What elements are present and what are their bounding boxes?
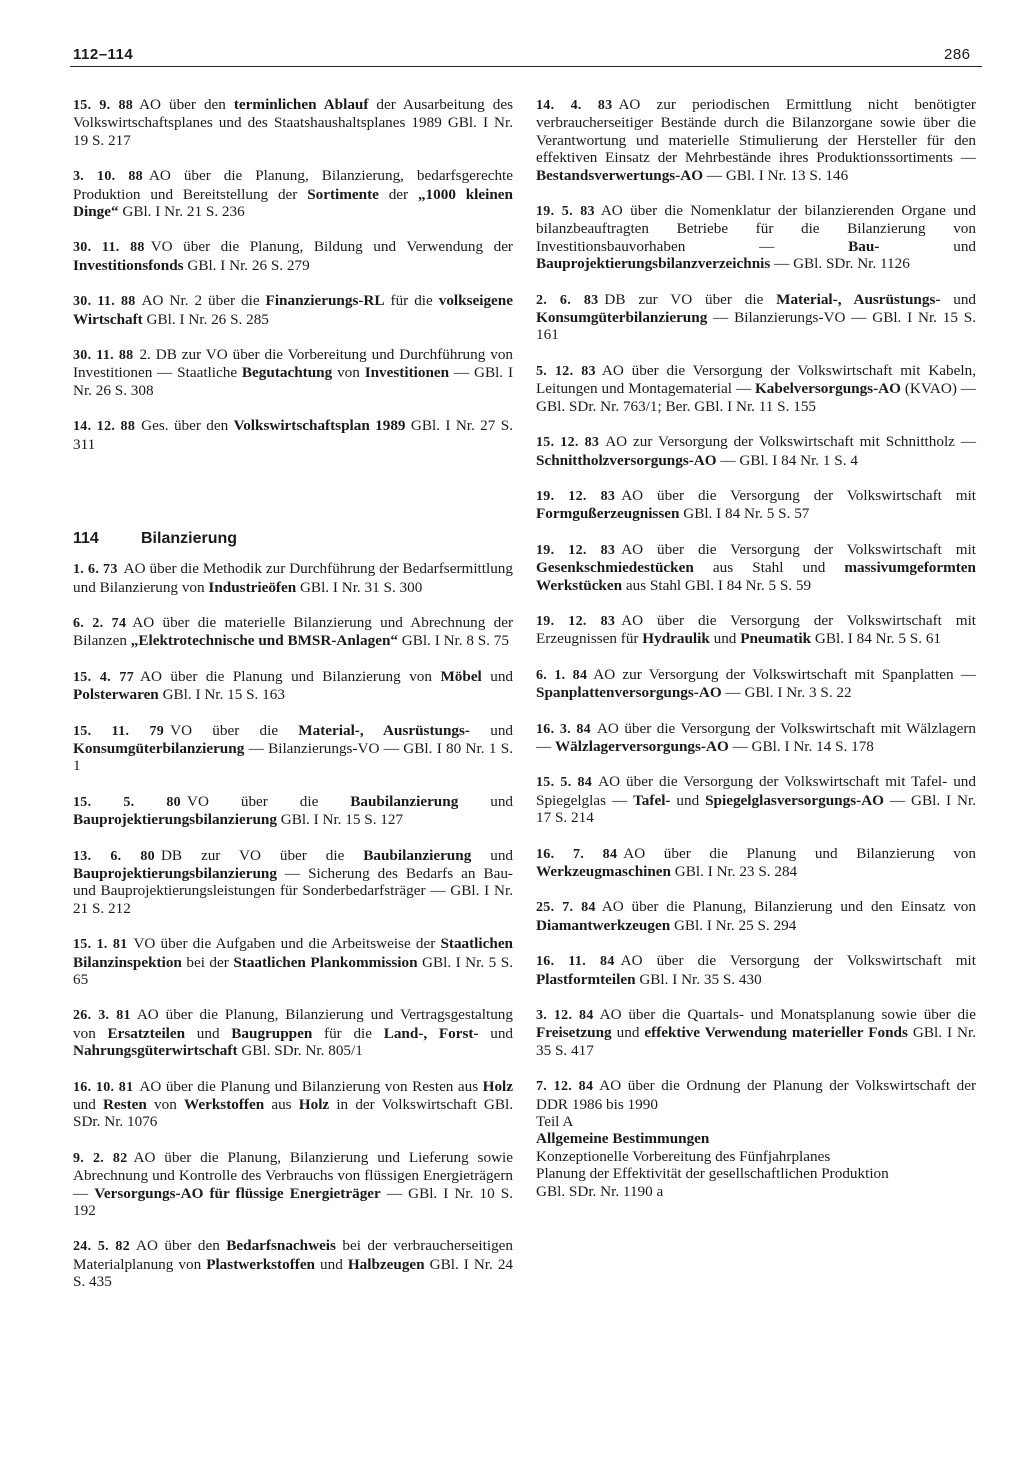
- entry-text: AO über den: [136, 1237, 227, 1255]
- regulation-entry: [536, 845, 976, 881]
- entry-date: 1. 6. 73: [73, 562, 118, 578]
- entry-text: VO über die Planung, Bildung und Verwendung der: [150, 238, 513, 256]
- entry-text: AO über die Versorgung der Volkswirtschaft mit: [621, 486, 977, 504]
- entry-text: AO über die Planung, Bilanzierung und Lieferung sowie Abrechnung und Kontrolle des Verbrauchs von flüssigen Energieträgern —: [73, 1148, 513, 1202]
- entry-date: 14. 12. 88: [73, 419, 136, 435]
- entry-text: und: [670, 791, 706, 809]
- regulation-entry: [73, 560, 513, 596]
- entry-text: DB zur VO über die: [604, 290, 777, 308]
- entry-keyword: Industrieöfen: [208, 578, 297, 596]
- entry-keyword: Werkzeugmaschinen: [536, 863, 671, 880]
- entry-date: 30. 11. 88: [73, 294, 136, 310]
- entry-subline: Allgemeine Bestimmungen: [536, 1130, 710, 1148]
- entry-keyword: Land-, Forst-: [383, 1024, 479, 1042]
- entry-keyword: Investitionsfonds: [73, 256, 184, 274]
- entry-text: GBl. I Nr. 35 S. 417: [536, 1024, 977, 1059]
- entry-text: GBl. I Nr. 5 S. 65: [73, 953, 513, 988]
- entry-text: AO über die Versorgung der Volkswirtschaft mit Kabeln, Leitungen und Montagematerial —: [536, 361, 976, 398]
- section-heading: [73, 530, 513, 548]
- entry-text: AO Nr. 2 über die: [141, 292, 266, 310]
- regulation-entry: [73, 668, 513, 704]
- entry-text: AO zur Versorgung der Volkswirtschaft mit Spanplatten —: [593, 665, 976, 683]
- entry-keyword: Gesenkschmiedestücken: [536, 559, 694, 577]
- entry-text: Ges. über den: [141, 417, 234, 435]
- regulation-entry: [73, 167, 513, 220]
- entry-keyword: Pneumatik: [740, 630, 812, 648]
- entry-text: und: [469, 721, 513, 739]
- entry-date: 15. 5. 84: [536, 775, 593, 791]
- regulation-entry: [73, 793, 513, 829]
- entry-text: AO über die Planung und Bilanzierung von: [623, 844, 976, 862]
- entry-date: 2. 6. 83: [536, 292, 599, 308]
- entry-keyword: Material-, Ausrüstungs-: [776, 290, 941, 308]
- entry-text: AO über die Quartals- und Monatsplanung sowie über die: [599, 1006, 976, 1024]
- entry-text: und: [478, 1024, 513, 1042]
- entry-keyword: Konsumgüterbilanzierung: [536, 309, 708, 327]
- regulation-entry: [536, 612, 976, 648]
- entry-text: — GBl. I Nr. 13 S. 146: [703, 166, 849, 184]
- entry-text: GBl. I Nr. 15 S. 127: [276, 811, 404, 829]
- entry-list-right: [536, 96, 976, 1200]
- entry-date: 25. 7. 84: [536, 900, 596, 916]
- entry-date: 15. 11. 79: [73, 723, 165, 739]
- entry-text: bei der verbraucherseitigen Materialplanung von: [73, 1237, 513, 1273]
- entry-text: AO über die materielle Bilanzierung und Abrechnung der Bilanzen: [73, 613, 513, 650]
- entry-date: 19. 12. 83: [536, 542, 616, 558]
- entry-text: und: [471, 846, 513, 864]
- regulation-entry: [536, 720, 976, 756]
- entry-keyword: Staatlichen Plankommission: [233, 953, 418, 971]
- entry-date: 15. 12. 83: [536, 435, 600, 451]
- entry-text: und: [458, 792, 514, 810]
- entry-keyword: Polsterwaren: [73, 686, 159, 704]
- entry-text: — Bilanzierungs-VO — GBl. I 80 Nr. 1 S. 1: [73, 739, 513, 775]
- entry-date: 30. 11. 88: [73, 240, 145, 256]
- entry-keyword: Werkstoffen: [184, 1096, 265, 1114]
- entry-date: 3. 12. 84: [536, 1008, 594, 1024]
- entry-text: GBl. I Nr. 24 S. 435: [73, 1255, 514, 1291]
- entry-date: 3. 10. 88: [73, 169, 143, 185]
- entry-date: 7. 12. 84: [536, 1079, 594, 1095]
- entry-date: 26. 3. 81: [73, 1008, 131, 1024]
- entry-text: GBl. I Nr. 25 S. 294: [670, 916, 797, 934]
- entry-keyword: Baubilanzierung: [350, 792, 459, 810]
- regulation-entry: [536, 487, 976, 523]
- regulation-entry: [536, 96, 976, 184]
- section-number: 114: [73, 530, 99, 548]
- right-column: [536, 96, 976, 1218]
- entry-keyword: volkseigene Wirtschaft: [73, 292, 513, 328]
- entry-text: — GBl. I Nr. 17 S. 214: [536, 791, 977, 827]
- entry-subline: Konzeptionelle Vorbereitung des Fünfjahrplanes: [536, 1147, 831, 1165]
- regulation-entry: [73, 1006, 513, 1059]
- entry-text: GBl. I Nr. 21 S. 236: [118, 203, 245, 221]
- regulation-entry: [536, 666, 976, 702]
- entry-keyword: „Elektrotechnische und BMSR-Anlagen“: [130, 632, 398, 650]
- entry-text: VO über die Aufgaben und die Arbeitsweise der: [133, 935, 441, 953]
- entry-text: AO über die Versorgung der Volkswirtschaft mit Wälzlagern —: [536, 719, 977, 755]
- entry-text: und: [709, 630, 741, 648]
- entry-keyword: Staatlichen Bilanzinspektion: [73, 935, 514, 971]
- entry-date: 6. 2. 74: [73, 615, 127, 631]
- regulation-entry: [536, 1077, 976, 1200]
- entry-keyword: Ersatzteilen: [107, 1024, 186, 1042]
- entry-text: — GBl. I Nr. 10 S. 192: [73, 1184, 514, 1220]
- regulation-entry: [73, 292, 513, 328]
- entry-keyword: Resten: [102, 1096, 147, 1114]
- entry-text: von: [146, 1096, 184, 1114]
- entry-keyword: Bauprojektierungsbilanzierung: [73, 811, 277, 829]
- entry-keyword: Kabelversorgungs-AO: [754, 380, 901, 398]
- page-header-range: 112–114: [73, 46, 134, 63]
- entry-text: aus Stahl GBl. I 84 Nr. 5 S. 59: [622, 576, 812, 594]
- entry-text: AO über die Planung, Bilanzierung und den Einsatz von: [601, 898, 976, 916]
- entry-keyword: Volkswirtschaftsplan 1989: [233, 417, 406, 435]
- entry-keyword: Diamantwerkzeugen: [536, 916, 671, 934]
- entry-keyword: Versorgungs-AO für flüssige Energieträger: [94, 1184, 381, 1202]
- regulation-entry: [73, 1149, 513, 1220]
- entry-text: AO zur periodischen Ermittlung nicht benötigter verbraucherseitiger Bestände durch die Bilanzorgane sowie über die Verantwortung und materielle Stimulierung der Hersteller für den effektiven Einsatz der Mehrbestände ihres Produktionssortiments —: [536, 96, 976, 167]
- entry-keyword: Holz: [482, 1077, 513, 1095]
- entry-keyword: Begutachtung: [241, 364, 333, 382]
- entry-date: 16. 7. 84: [536, 846, 618, 862]
- entry-text: — GBl. I Nr. 14 S. 178: [728, 737, 874, 755]
- entry-text: aus Stahl und: [693, 559, 845, 577]
- entry-text: AO über die Ordnung der Planung der Volkswirtschaft der DDR 1986 bis 1990: [536, 1077, 976, 1113]
- entry-text: und: [185, 1024, 232, 1042]
- entry-text: AO über die Methodik zur Durchführung der Bedarfsermittlung und Bilanzierung von: [73, 560, 513, 596]
- entry-keyword: Tafel-: [633, 791, 671, 809]
- entry-subline: Planung der Effektivität der gesellschaftlichen Produktion: [536, 1165, 889, 1183]
- entry-text: — GBl. SDr. Nr. 1126: [770, 255, 910, 273]
- entry-text: GBl. I 84 Nr. 5 S. 57: [679, 505, 810, 523]
- entry-keyword: Spiegelglasversorgungs-AO: [705, 791, 884, 809]
- entry-text: und: [315, 1255, 348, 1273]
- entry-keyword: terminlichen Ablauf: [233, 96, 369, 113]
- entry-keyword: Freisetzung: [536, 1024, 612, 1042]
- entry-keyword: Sortimente: [307, 185, 379, 203]
- entry-keyword: effektive Verwendung materieller Fonds: [644, 1024, 908, 1042]
- entry-text: GBl. SDr. Nr. 805/1: [237, 1042, 363, 1060]
- regulation-entry: [73, 346, 513, 399]
- entry-keyword: Baugruppen: [231, 1024, 313, 1042]
- entry-text: AO über die Versorgung der Volkswirtschaft mit Tafel- und Spiegelglas —: [536, 773, 976, 809]
- entry-text: (KVAO) — GBl. SDr. Nr. 763/1; Ber. GBl. I Nr. 11 S. 155: [536, 380, 976, 415]
- entry-text: aus: [264, 1096, 299, 1114]
- entry-keyword: Spanplattenversorgungs-AO: [536, 684, 722, 702]
- entry-date: 30. 11. 88: [73, 348, 134, 364]
- entry-text: — GBl. I 84 Nr. 1 S. 4: [716, 451, 858, 469]
- entry-date: 24. 5. 82: [73, 1239, 131, 1255]
- entry-text: der Ausarbeitung des Volkswirtschaftsplanes und des Staatshaushaltsplanes 1989 GBl. I Nr. 19 S. 217: [73, 96, 513, 149]
- entry-keyword: Hydraulik: [642, 630, 710, 648]
- entry-text: für die: [312, 1024, 384, 1042]
- entry-text: AO über die Planung, Bilanzierung und Vertragsgestaltung von: [73, 1006, 513, 1042]
- entry-text: und: [879, 237, 976, 255]
- entry-subline: GBl. SDr. Nr. 1190 a: [536, 1182, 664, 1200]
- entry-subline: Teil A: [536, 1113, 574, 1131]
- entry-keyword: Halbzeugen: [347, 1255, 425, 1273]
- entry-date: 19. 5. 83: [536, 204, 595, 220]
- entry-date: 14. 4. 83: [536, 98, 613, 113]
- entry-text: VO über die: [170, 721, 299, 739]
- entry-date: 15. 5. 80: [73, 794, 181, 810]
- entry-text: — GBl. I Nr. 3 S. 22: [721, 684, 852, 702]
- entry-keyword: Baubilanzierung: [363, 846, 472, 864]
- entry-text: GBl. I 84 Nr. 5 S. 61: [811, 630, 942, 648]
- entry-date: 5. 12. 83: [536, 363, 596, 379]
- regulation-entry: [536, 952, 976, 988]
- entry-text: AO über die Versorgung der Volkswirtschaft mit: [621, 540, 977, 558]
- entry-keyword: Plastwerkstoffen: [206, 1255, 316, 1273]
- entry-text: AO über die Versorgung der Volkswirtschaft mit: [620, 952, 976, 970]
- entry-text: bei der: [181, 953, 234, 971]
- regulation-entry: [536, 773, 976, 826]
- entry-text: und: [481, 667, 514, 685]
- entry-keyword: Bestandsverwertungs-AO: [536, 166, 704, 184]
- entry-text: — Bilanzierungs-VO — GBl. I Nr. 15 S. 161: [536, 309, 976, 344]
- entry-keyword: Bauprojektierungsbilanzierung: [73, 864, 277, 882]
- entry-keyword: Investitionen: [364, 364, 450, 382]
- entry-text: AO zur Versorgung der Volkswirtschaft mit Schnittholz —: [605, 433, 976, 451]
- entry-text: AO über die Planung und Bilanzierung von: [140, 667, 441, 685]
- entry-text: und: [940, 290, 977, 308]
- entry-keyword: Schnittholzversorgungs-AO: [536, 451, 717, 469]
- entry-text: und: [73, 1096, 103, 1114]
- entry-text: GBl. I Nr. 8 S. 75: [398, 632, 509, 650]
- entry-list-bilanzierung: [73, 560, 513, 1291]
- entry-keyword: Nahrungsgüterwirtschaft: [73, 1042, 238, 1060]
- entry-keyword: Plastformteilen: [536, 970, 636, 988]
- entry-text: in der Volkswirtschaft GBl. SDr. Nr. 1076: [73, 1096, 513, 1131]
- entry-text: GBl. I Nr. 26 S. 285: [142, 310, 269, 328]
- regulation-entry: [73, 96, 513, 149]
- entry-text: AO über die Planung, Bilanzierung, bedarfsgerechte Produktion und Bereitstellung der: [73, 167, 514, 203]
- regulation-entry: [536, 202, 976, 273]
- entry-keyword: Holz: [298, 1096, 330, 1114]
- entry-date: 6. 1. 84: [536, 667, 588, 683]
- left-column: [73, 96, 513, 1309]
- entry-date: 16. 10. 81: [73, 1079, 134, 1095]
- page-number: 286: [944, 46, 971, 63]
- header-rule: [70, 66, 982, 67]
- regulation-entry: [73, 614, 513, 650]
- entry-text: GBl. I Nr. 35 S. 430: [635, 970, 762, 988]
- regulation-entry: [536, 362, 976, 415]
- regulation-entry: [73, 238, 513, 274]
- entry-keyword: Material-, Ausrüstungs-: [298, 721, 470, 739]
- entry-date: 16. 11. 84: [536, 954, 615, 970]
- entry-keyword: Möbel: [440, 667, 482, 685]
- regulation-entry: [73, 417, 513, 453]
- regulation-entry: [536, 898, 976, 934]
- entry-date: 19. 12. 83: [536, 488, 616, 504]
- regulation-entry: [536, 1006, 976, 1059]
- entry-text: GBl. I Nr. 27 S. 311: [73, 417, 513, 453]
- section-title: Bilanzierung: [141, 530, 238, 548]
- entry-text: DB zur VO über die: [160, 846, 364, 864]
- regulation-entry: [536, 291, 976, 344]
- entry-text: AO über den: [139, 96, 234, 113]
- entry-text: VO über die: [186, 792, 351, 810]
- entry-text: GBl. I Nr. 31 S. 300: [296, 578, 423, 596]
- entry-text: der: [378, 185, 418, 203]
- regulation-entry: [536, 541, 976, 594]
- entry-text: für die: [384, 292, 439, 310]
- entry-text: — Sicherung des Bedarfs an Bau- und Bauprojektierungsleistungen für Sonderbedarfsträger — GBl. I Nr. 21 S. 212: [73, 864, 513, 917]
- entry-text: — GBl. I Nr. 26 S. 308: [73, 364, 514, 399]
- entry-text: AO über die Planung und Bilanzierung von Resten aus: [139, 1077, 483, 1095]
- entry-keyword: massivumgeformten Werkstücken: [536, 559, 976, 594]
- entry-keyword: Bau-: [848, 237, 880, 255]
- entry-text: AO über die Versorgung der Volkswirtschaft mit Erzeugnissen für: [536, 611, 977, 648]
- entry-text: AO über die Nomenklatur der bilanzierenden Organe und bilanzbeauftragten Betriebe für die Bilanzierung von Investitionsbauvorhaben —: [536, 202, 976, 255]
- entry-keyword: Konsumgüterbilanzierung: [73, 739, 245, 757]
- regulation-entry: [73, 1078, 513, 1131]
- entry-date: 15. 1. 81: [73, 937, 128, 953]
- entry-text: GBl. I Nr. 26 S. 279: [183, 256, 310, 274]
- entry-keyword: „1000 kleinen Dinge“: [73, 185, 513, 221]
- entry-date: 13. 6. 80: [73, 848, 155, 864]
- entry-keyword: Bedarfsnachweis: [226, 1237, 336, 1255]
- entry-text: 2. DB zur VO über die Vorbereitung und Durchführung von Investitionen — Staatliche: [73, 346, 514, 382]
- entry-text: und: [611, 1024, 645, 1042]
- entry-keyword: Finanzierungs-RL: [265, 292, 385, 310]
- entry-keyword: Wälzlagerversorgungs-AO: [554, 737, 729, 755]
- regulation-entry: [73, 1237, 513, 1290]
- regulation-entry: [73, 847, 513, 918]
- regulation-entry: [73, 935, 513, 988]
- entry-date: 15. 4. 77: [73, 669, 135, 685]
- entry-date: 9. 2. 82: [73, 1150, 128, 1166]
- regulation-entry: [73, 722, 513, 775]
- regulation-entry: [536, 433, 976, 469]
- entry-text: von: [332, 364, 365, 382]
- entry-keyword: Bauprojektierungsbilanzverzeichnis: [536, 255, 771, 273]
- entry-keyword: Formgußerzeugnissen: [536, 505, 680, 523]
- entry-date: 16. 3. 84: [536, 721, 591, 737]
- entry-date: 15. 9. 88: [73, 98, 134, 113]
- entry-list-top: [73, 96, 513, 453]
- entry-date: 19. 12. 83: [536, 613, 616, 629]
- entry-text: GBl. I Nr. 15 S. 163: [158, 686, 285, 704]
- entry-text: GBl. I Nr. 23 S. 284: [671, 863, 798, 880]
